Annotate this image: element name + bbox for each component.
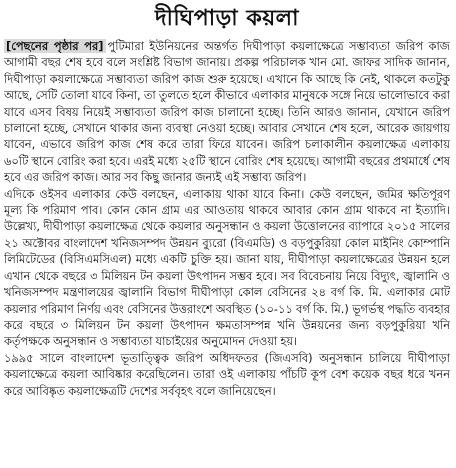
article-paragraph-1 (4, 38, 450, 186)
article-paragraph-2: এদিকে ওইসব এলাকার কেউ বলছেন, এলাকায় থাকা যাবে কিনা। কেউ বলছেন, জমির ক্ষতিপূরণ মূল্য কি পরিমাণ পাব। কোন কোন গ্রাম এর আওতায় থাকবে আবার কোন গ্রাম থাকবে না ইত্যাদি। উল্লেখ্য, দীঘীপাড়া কয়লাক্ষেত্র থেকে কয়লার অনুসন্ধান ও কয়লা উত্তোলনের ব্যাপারে ২০১৫ সালের ২১ অক্টোবর বাংলাদেশ খনিজসম্পদ উন্নয়ন ব্যুরো (বিএমডি) ও বড়পুকুরিয়া কোল মাইনিং কোম্পানি লিমিটেডের (বিসিএমসিএল) মধ্যে একটি চুক্তি হয়। জানা যায়, দীঘীপাড়া কয়লাক্ষেত্রের উন্নয়ন হলে এখান থেকে বছরে ৩ মিলিয়ন টন কয়লা উৎপাদন সম্ভব হবে। সব বিবেচনায় নিয়ে বিদ্যুৎ, জ্বালানি ও খনিজসম্পদ মন্ত্রণালয়ের জ্বালানি বিভাগ দীঘীপাড়া কোল বেসিনের ২৪ বর্গ কি. মি. এলাকার মোট কয়লার পরিমাণ নির্ণয় এবং বেসিনের উত্তরাংশে অবস্থিত (১০-১১ বর্গ কি. মি.) ভূগর্ভস্থ পদ্ধতি ব্যবহার করে বছরে ৩ মিলিয়ন টন কয়লা উৎপাদন ক্ষমতাসম্পন্ন খনি উন্নয়নের জন্য বড়পুকুরিয়া খনি কর্তৃপক্ষকে অনুসন্ধান ও সম্ভাব্যতা যাচাইয়ের অনুমোদন দেওয়া হয়। (4, 186, 450, 349)
article (4, 3, 450, 465)
continuation-label: [পেছনের পৃষ্ঠার পর] (6, 39, 104, 53)
article-body (4, 38, 450, 399)
headline: দীঘিপাড়া কয়লা (155, 6, 299, 31)
paragraph-text: পুটিমারা ইউনিয়নের অন্তর্গত দিঘীপাড়া কয়লাক্ষেত্রে সম্ভাব্যতা জরিপ কাজ আগামী বছর শেষ হবে বলে সংশ্লিষ্ট বিভাগ জানায়। প্রকল্প পরিচালক খান মো. জাফর সাদিক জানান, দিঘীপাড়া কয়লাক্ষেত্রে সম্ভাব্যতা জরিপ কাজ শুরু হয়েছে। এখানে কি আছে কি নেই, থাকলে কতটুকু আছে, সেটি তোলা যাবে কিনা, তা তুলতে হলে কীভাবে এলাকার মানুষকে সঙ্গে নিয়ে ভালোভাবে করা যাবে এসব বিষয় নিয়েই সম্ভাব্যতা জরিপ কাজ চালানো হচ্ছে। তিনি আরও জানান, যেখানে জরিপ চালানো হচ্ছে, সেখানে থাকার জন্য ব্যবস্থা নেওয়া হচ্ছে। আবার সেখানে শেষ হলে, আরেক জায়গায় যাবেন, এভাবে জরিপ কাজ শেষ করে তারা ফিরে যাবেন। জরিপ চলাকালীন কয়লাক্ষেত্র এলাকায় ৬০টি স্থানে বোরিং করা হবে। এরই মধ্যে ২৫টি স্থানে বোরিং শেষ হয়েছে। আগামী বছরের প্রথমার্ধে শেষ হবে এর জরিপ কাজ। আর সব কিছু জানার জন্যই এই সম্ভাব্য জরিপ। (4, 39, 450, 185)
article-paragraph-3: ১৯৯৫ সালে বাংলাদেশ ভূতাত্ত্বিক জরিপ অধিদফতর (জিএসবি) অনুসন্ধান চালিয়ে দীঘীপাড়া কয়লাক্ষেত্রে কয়লা আবিষ্কার করেছিলেন। তারা ওই এলাকায় পাঁচটি কূপ বেশ কয়েক বছর ধরে খনন করে আবিষ্কৃত কয়লাক্ষেত্রটি দেশের সর্ববৃহৎ বলে জানিয়েছেন। (4, 350, 450, 398)
